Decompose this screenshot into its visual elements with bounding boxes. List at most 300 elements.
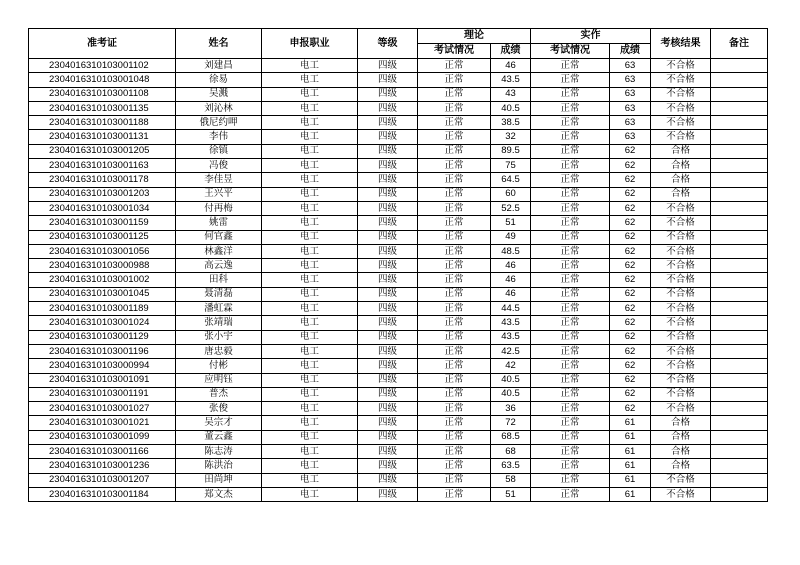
cell-id: 2304016310103001178 xyxy=(29,173,176,187)
cell-practice-score: 62 xyxy=(610,144,651,158)
header-level: 等级 xyxy=(358,29,418,59)
cell-theory-score: 64.5 xyxy=(491,173,531,187)
table-row xyxy=(29,187,768,201)
cell-remark xyxy=(711,473,768,487)
cell-name: 张靖瑞 xyxy=(176,316,262,330)
cell-practice-score: 62 xyxy=(610,273,651,287)
table-row xyxy=(29,201,768,215)
cell-theory-score: 40.5 xyxy=(491,387,531,401)
header-practice: 实作 xyxy=(531,29,651,44)
cell-remark xyxy=(711,330,768,344)
cell-practice-status: 正常 xyxy=(531,330,610,344)
cell-id: 2304016310103001207 xyxy=(29,473,176,487)
cell-theory-status: 正常 xyxy=(418,201,491,215)
cell-result: 不合格 xyxy=(651,101,711,115)
cell-level: 四级 xyxy=(358,373,418,387)
cell-practice-status: 正常 xyxy=(531,230,610,244)
cell-id: 2304016310103001203 xyxy=(29,187,176,201)
cell-practice-status: 正常 xyxy=(531,487,610,501)
cell-name: 应明钰 xyxy=(176,373,262,387)
cell-name: 田科 xyxy=(176,273,262,287)
cell-practice-status: 正常 xyxy=(531,59,610,73)
cell-level: 四级 xyxy=(358,216,418,230)
table-row xyxy=(29,230,768,244)
cell-level: 四级 xyxy=(358,187,418,201)
cell-theory-status: 正常 xyxy=(418,402,491,416)
cell-theory-score: 44.5 xyxy=(491,302,531,316)
cell-practice-status: 正常 xyxy=(531,387,610,401)
cell-level: 四级 xyxy=(358,259,418,273)
cell-occupation: 电工 xyxy=(262,473,358,487)
cell-practice-score: 63 xyxy=(610,73,651,87)
cell-theory-score: 43.5 xyxy=(491,330,531,344)
header-practice-score: 成绩 xyxy=(610,44,651,59)
cell-id: 2304016310103001099 xyxy=(29,430,176,444)
cell-name: 何官鑫 xyxy=(176,230,262,244)
cell-remark xyxy=(711,445,768,459)
table-row xyxy=(29,244,768,258)
cell-theory-score: 40.5 xyxy=(491,373,531,387)
cell-occupation: 电工 xyxy=(262,459,358,473)
cell-level: 四级 xyxy=(358,73,418,87)
cell-theory-score: 36 xyxy=(491,402,531,416)
cell-theory-status: 正常 xyxy=(418,316,491,330)
cell-remark xyxy=(711,144,768,158)
cell-theory-score: 51 xyxy=(491,216,531,230)
cell-name: 吴溅 xyxy=(176,87,262,101)
cell-practice-score: 61 xyxy=(610,473,651,487)
cell-theory-status: 正常 xyxy=(418,230,491,244)
cell-id: 2304016310103001091 xyxy=(29,373,176,387)
table-row xyxy=(29,101,768,115)
cell-level: 四级 xyxy=(358,101,418,115)
cell-level: 四级 xyxy=(358,459,418,473)
cell-theory-score: 58 xyxy=(491,473,531,487)
cell-result: 合格 xyxy=(651,173,711,187)
table-header xyxy=(29,29,768,59)
cell-level: 四级 xyxy=(358,287,418,301)
cell-practice-status: 正常 xyxy=(531,373,610,387)
cell-theory-status: 正常 xyxy=(418,273,491,287)
cell-practice-score: 62 xyxy=(610,187,651,201)
cell-practice-score: 62 xyxy=(610,259,651,273)
cell-name: 高云逸 xyxy=(176,259,262,273)
cell-level: 四级 xyxy=(358,445,418,459)
cell-theory-status: 正常 xyxy=(418,159,491,173)
table-row xyxy=(29,473,768,487)
cell-id: 2304016310103001131 xyxy=(29,130,176,144)
cell-result: 不合格 xyxy=(651,201,711,215)
cell-occupation: 电工 xyxy=(262,216,358,230)
cell-level: 四级 xyxy=(358,430,418,444)
cell-level: 四级 xyxy=(358,144,418,158)
cell-theory-status: 正常 xyxy=(418,344,491,358)
cell-practice-status: 正常 xyxy=(531,173,610,187)
cell-id: 2304016310103001021 xyxy=(29,416,176,430)
table-row xyxy=(29,487,768,501)
cell-remark xyxy=(711,201,768,215)
cell-result: 不合格 xyxy=(651,473,711,487)
cell-level: 四级 xyxy=(358,201,418,215)
cell-id: 2304016310103001196 xyxy=(29,344,176,358)
cell-remark xyxy=(711,216,768,230)
table-row xyxy=(29,344,768,358)
results-table xyxy=(28,28,768,502)
cell-theory-score: 43.5 xyxy=(491,316,531,330)
cell-theory-status: 正常 xyxy=(418,87,491,101)
cell-id: 2304016310103001191 xyxy=(29,387,176,401)
table-row xyxy=(29,287,768,301)
cell-practice-score: 61 xyxy=(610,445,651,459)
cell-theory-score: 52.5 xyxy=(491,201,531,215)
cell-level: 四级 xyxy=(358,116,418,130)
cell-practice-score: 62 xyxy=(610,216,651,230)
cell-name: 郑文杰 xyxy=(176,487,262,501)
cell-practice-status: 正常 xyxy=(531,116,610,130)
cell-level: 四级 xyxy=(358,359,418,373)
cell-practice-status: 正常 xyxy=(531,216,610,230)
cell-result: 合格 xyxy=(651,187,711,201)
cell-theory-status: 正常 xyxy=(418,116,491,130)
cell-theory-status: 正常 xyxy=(418,359,491,373)
cell-remark xyxy=(711,159,768,173)
cell-remark xyxy=(711,359,768,373)
cell-practice-status: 正常 xyxy=(531,201,610,215)
cell-remark xyxy=(711,87,768,101)
cell-practice-score: 62 xyxy=(610,387,651,401)
cell-practice-status: 正常 xyxy=(531,101,610,115)
cell-theory-score: 46 xyxy=(491,287,531,301)
cell-theory-status: 正常 xyxy=(418,487,491,501)
cell-result: 不合格 xyxy=(651,344,711,358)
header-theory: 理论 xyxy=(418,29,531,44)
cell-theory-status: 正常 xyxy=(418,187,491,201)
cell-practice-status: 正常 xyxy=(531,73,610,87)
cell-id: 2304016310103001135 xyxy=(29,101,176,115)
cell-theory-score: 46 xyxy=(491,59,531,73)
cell-id: 2304016310103001102 xyxy=(29,59,176,73)
table-row xyxy=(29,116,768,130)
cell-practice-status: 正常 xyxy=(531,445,610,459)
cell-theory-score: 43.5 xyxy=(491,73,531,87)
cell-practice-score: 63 xyxy=(610,101,651,115)
cell-result: 不合格 xyxy=(651,316,711,330)
table-body xyxy=(29,59,768,502)
cell-theory-score: 60 xyxy=(491,187,531,201)
cell-theory-status: 正常 xyxy=(418,244,491,258)
cell-result: 不合格 xyxy=(651,373,711,387)
cell-id: 2304016310103001236 xyxy=(29,459,176,473)
table-row xyxy=(29,130,768,144)
cell-practice-status: 正常 xyxy=(531,402,610,416)
table-row xyxy=(29,216,768,230)
cell-practice-status: 正常 xyxy=(531,144,610,158)
cell-result: 合格 xyxy=(651,445,711,459)
cell-occupation: 电工 xyxy=(262,87,358,101)
header-practice-status: 考试情况 xyxy=(531,44,610,59)
cell-occupation: 电工 xyxy=(262,302,358,316)
table-row xyxy=(29,302,768,316)
cell-remark xyxy=(711,373,768,387)
cell-level: 四级 xyxy=(358,87,418,101)
cell-id: 2304016310103001125 xyxy=(29,230,176,244)
cell-occupation: 电工 xyxy=(262,116,358,130)
cell-result: 不合格 xyxy=(651,230,711,244)
cell-theory-status: 正常 xyxy=(418,101,491,115)
cell-theory-status: 正常 xyxy=(418,473,491,487)
cell-theory-status: 正常 xyxy=(418,373,491,387)
table-row xyxy=(29,330,768,344)
cell-practice-status: 正常 xyxy=(531,302,610,316)
cell-practice-status: 正常 xyxy=(531,359,610,373)
cell-id: 2304016310103001034 xyxy=(29,201,176,215)
cell-practice-score: 62 xyxy=(610,287,651,301)
cell-practice-status: 正常 xyxy=(531,159,610,173)
cell-remark xyxy=(711,402,768,416)
cell-level: 四级 xyxy=(358,130,418,144)
cell-result: 不合格 xyxy=(651,330,711,344)
cell-occupation: 电工 xyxy=(262,445,358,459)
cell-practice-score: 62 xyxy=(610,373,651,387)
cell-practice-score: 62 xyxy=(610,330,651,344)
cell-occupation: 电工 xyxy=(262,373,358,387)
cell-id: 2304016310103001188 xyxy=(29,116,176,130)
cell-id: 2304016310103001024 xyxy=(29,316,176,330)
cell-occupation: 电工 xyxy=(262,130,358,144)
cell-practice-score: 62 xyxy=(610,302,651,316)
cell-remark xyxy=(711,487,768,501)
cell-theory-status: 正常 xyxy=(418,459,491,473)
table-row xyxy=(29,459,768,473)
cell-id: 2304016310103000994 xyxy=(29,359,176,373)
cell-occupation: 电工 xyxy=(262,487,358,501)
cell-name: 付再梅 xyxy=(176,201,262,215)
cell-practice-status: 正常 xyxy=(531,430,610,444)
cell-remark xyxy=(711,101,768,115)
cell-practice-status: 正常 xyxy=(531,130,610,144)
cell-remark xyxy=(711,316,768,330)
cell-theory-status: 正常 xyxy=(418,259,491,273)
cell-id: 2304016310103001108 xyxy=(29,87,176,101)
cell-name: 陈洪治 xyxy=(176,459,262,473)
table-row xyxy=(29,387,768,401)
cell-name: 聂清磊 xyxy=(176,287,262,301)
cell-theory-score: 75 xyxy=(491,159,531,173)
cell-theory-status: 正常 xyxy=(418,173,491,187)
cell-theory-score: 63.5 xyxy=(491,459,531,473)
header-theory-score: 成绩 xyxy=(491,44,531,59)
cell-remark xyxy=(711,430,768,444)
cell-name: 冯俊 xyxy=(176,159,262,173)
cell-practice-score: 63 xyxy=(610,130,651,144)
cell-id: 2304016310103001163 xyxy=(29,159,176,173)
table-row xyxy=(29,159,768,173)
cell-result: 合格 xyxy=(651,416,711,430)
cell-theory-score: 42 xyxy=(491,359,531,373)
cell-name: 田尚坤 xyxy=(176,473,262,487)
cell-occupation: 电工 xyxy=(262,387,358,401)
cell-id: 2304016310103001048 xyxy=(29,73,176,87)
cell-occupation: 电工 xyxy=(262,402,358,416)
cell-theory-score: 46 xyxy=(491,259,531,273)
cell-name: 普杰 xyxy=(176,387,262,401)
cell-name: 唐忠毅 xyxy=(176,344,262,358)
cell-occupation: 电工 xyxy=(262,287,358,301)
cell-occupation: 电工 xyxy=(262,230,358,244)
table-row xyxy=(29,373,768,387)
cell-occupation: 电工 xyxy=(262,273,358,287)
cell-level: 四级 xyxy=(358,230,418,244)
cell-occupation: 电工 xyxy=(262,59,358,73)
cell-remark xyxy=(711,387,768,401)
cell-result: 不合格 xyxy=(651,387,711,401)
cell-remark xyxy=(711,116,768,130)
cell-occupation: 电工 xyxy=(262,159,358,173)
cell-id: 2304016310103000988 xyxy=(29,259,176,273)
cell-result: 不合格 xyxy=(651,87,711,101)
cell-level: 四级 xyxy=(358,159,418,173)
cell-practice-score: 62 xyxy=(610,201,651,215)
cell-practice-score: 63 xyxy=(610,59,651,73)
cell-id: 2304016310103001184 xyxy=(29,487,176,501)
cell-practice-score: 62 xyxy=(610,316,651,330)
cell-name: 徐镇 xyxy=(176,144,262,158)
cell-remark xyxy=(711,287,768,301)
cell-occupation: 电工 xyxy=(262,330,358,344)
cell-id: 2304016310103001189 xyxy=(29,302,176,316)
cell-remark xyxy=(711,302,768,316)
table-row xyxy=(29,73,768,87)
cell-occupation: 电工 xyxy=(262,101,358,115)
cell-theory-status: 正常 xyxy=(418,416,491,430)
cell-theory-status: 正常 xyxy=(418,59,491,73)
cell-practice-status: 正常 xyxy=(531,459,610,473)
cell-theory-status: 正常 xyxy=(418,216,491,230)
cell-theory-status: 正常 xyxy=(418,130,491,144)
header-result: 考核结果 xyxy=(651,29,711,59)
cell-remark xyxy=(711,73,768,87)
cell-theory-score: 40.5 xyxy=(491,101,531,115)
cell-name: 李伟 xyxy=(176,130,262,144)
cell-result: 不合格 xyxy=(651,116,711,130)
cell-theory-score: 49 xyxy=(491,230,531,244)
cell-result: 合格 xyxy=(651,159,711,173)
cell-id: 2304016310103001002 xyxy=(29,273,176,287)
cell-occupation: 电工 xyxy=(262,344,358,358)
table-row xyxy=(29,416,768,430)
cell-name: 吴宗才 xyxy=(176,416,262,430)
cell-result: 不合格 xyxy=(651,59,711,73)
cell-level: 四级 xyxy=(358,244,418,258)
cell-remark xyxy=(711,459,768,473)
cell-level: 四级 xyxy=(358,173,418,187)
table-row xyxy=(29,87,768,101)
cell-name: 姚雷 xyxy=(176,216,262,230)
cell-theory-score: 38.5 xyxy=(491,116,531,130)
cell-occupation: 电工 xyxy=(262,430,358,444)
cell-name: 付彬 xyxy=(176,359,262,373)
cell-id: 2304016310103001056 xyxy=(29,244,176,258)
cell-name: 林鑫洋 xyxy=(176,244,262,258)
cell-name: 张小宇 xyxy=(176,330,262,344)
cell-theory-status: 正常 xyxy=(418,144,491,158)
cell-result: 合格 xyxy=(651,430,711,444)
cell-practice-status: 正常 xyxy=(531,316,610,330)
cell-result: 不合格 xyxy=(651,302,711,316)
cell-practice-score: 61 xyxy=(610,416,651,430)
cell-occupation: 电工 xyxy=(262,244,358,258)
cell-level: 四级 xyxy=(358,59,418,73)
cell-theory-status: 正常 xyxy=(418,445,491,459)
cell-practice-status: 正常 xyxy=(531,344,610,358)
cell-remark xyxy=(711,416,768,430)
cell-name: 俄尼约呷 xyxy=(176,116,262,130)
cell-name: 潘虹霖 xyxy=(176,302,262,316)
cell-practice-score: 62 xyxy=(610,173,651,187)
cell-practice-status: 正常 xyxy=(531,87,610,101)
cell-occupation: 电工 xyxy=(262,187,358,201)
cell-occupation: 电工 xyxy=(262,416,358,430)
cell-practice-status: 正常 xyxy=(531,244,610,258)
cell-occupation: 电工 xyxy=(262,359,358,373)
cell-name: 陈志涛 xyxy=(176,445,262,459)
cell-result: 不合格 xyxy=(651,244,711,258)
table-row xyxy=(29,273,768,287)
cell-name: 张俊 xyxy=(176,402,262,416)
cell-practice-status: 正常 xyxy=(531,187,610,201)
cell-result: 不合格 xyxy=(651,359,711,373)
cell-theory-status: 正常 xyxy=(418,287,491,301)
cell-theory-score: 42.5 xyxy=(491,344,531,358)
header-remark: 备注 xyxy=(711,29,768,59)
cell-result: 不合格 xyxy=(651,287,711,301)
cell-practice-score: 61 xyxy=(610,430,651,444)
results-sheet xyxy=(28,28,767,502)
cell-level: 四级 xyxy=(358,402,418,416)
cell-level: 四级 xyxy=(358,487,418,501)
table-row xyxy=(29,430,768,444)
header-id: 准考证 xyxy=(29,29,176,59)
cell-name: 刘建昌 xyxy=(176,59,262,73)
cell-practice-score: 61 xyxy=(610,459,651,473)
header-name: 姓名 xyxy=(176,29,262,59)
cell-result: 不合格 xyxy=(651,73,711,87)
cell-id: 2304016310103001166 xyxy=(29,445,176,459)
cell-id: 2304016310103001129 xyxy=(29,330,176,344)
cell-result: 不合格 xyxy=(651,130,711,144)
cell-result: 不合格 xyxy=(651,259,711,273)
cell-occupation: 电工 xyxy=(262,73,358,87)
cell-theory-score: 51 xyxy=(491,487,531,501)
cell-level: 四级 xyxy=(358,344,418,358)
cell-result: 不合格 xyxy=(651,487,711,501)
cell-theory-status: 正常 xyxy=(418,302,491,316)
cell-practice-score: 62 xyxy=(610,159,651,173)
cell-practice-status: 正常 xyxy=(531,287,610,301)
cell-practice-score: 63 xyxy=(610,87,651,101)
cell-practice-score: 62 xyxy=(610,244,651,258)
cell-theory-status: 正常 xyxy=(418,73,491,87)
cell-name: 李佳昱 xyxy=(176,173,262,187)
cell-practice-score: 63 xyxy=(610,116,651,130)
cell-practice-score: 62 xyxy=(610,359,651,373)
cell-theory-status: 正常 xyxy=(418,330,491,344)
cell-practice-status: 正常 xyxy=(531,416,610,430)
cell-level: 四级 xyxy=(358,330,418,344)
cell-level: 四级 xyxy=(358,273,418,287)
cell-level: 四级 xyxy=(358,316,418,330)
cell-remark xyxy=(711,273,768,287)
